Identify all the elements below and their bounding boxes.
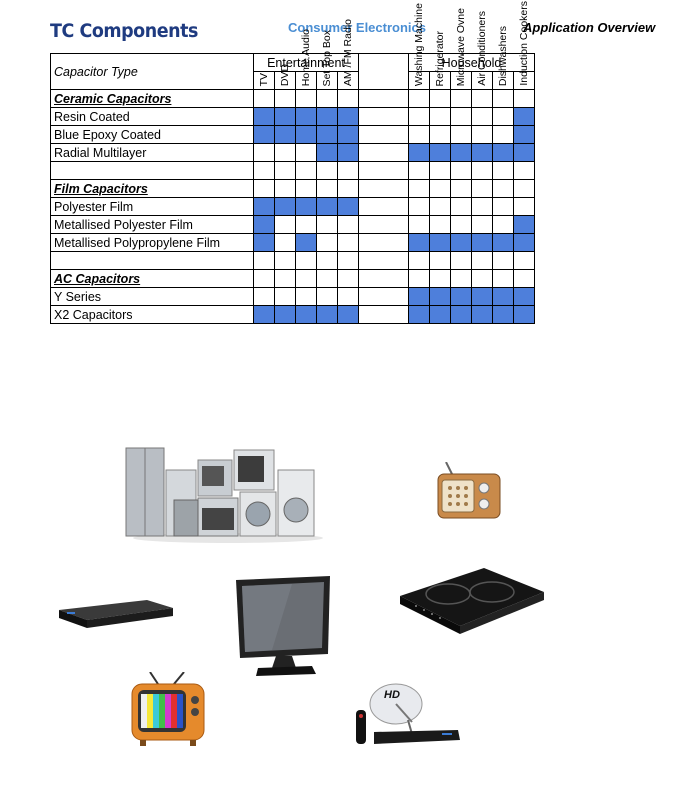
cell-empty: [451, 252, 472, 270]
cell-empty: [296, 162, 317, 180]
hd-badge: HD: [384, 689, 400, 701]
cell-applicable: [254, 306, 275, 324]
cell-empty: [514, 180, 535, 198]
cell-empty: [296, 216, 317, 234]
cell-applicable: [451, 306, 472, 324]
cell-applicable: [514, 288, 535, 306]
cell-empty: [451, 162, 472, 180]
cell-applicable: [254, 234, 275, 252]
cell-applicable: [296, 306, 317, 324]
set-top-box-image: [57, 598, 175, 630]
cell-empty: [317, 90, 338, 108]
cell-applicable: [472, 306, 493, 324]
cell-empty: [472, 216, 493, 234]
cell-empty: [493, 180, 514, 198]
cell-empty: [514, 252, 535, 270]
column-label: Air Conditioners: [476, 11, 488, 86]
cell-empty: [451, 180, 472, 198]
row-label: [51, 162, 254, 180]
cell-applicable: [317, 144, 338, 162]
cell-applicable: [409, 288, 430, 306]
group-label: Film Capacitors: [51, 180, 254, 198]
tv-image: [128, 672, 208, 748]
cell-empty: [254, 162, 275, 180]
cell-empty: [338, 162, 359, 180]
cell-empty: [296, 288, 317, 306]
monitor-image: [232, 574, 336, 678]
table-row: [51, 216, 535, 234]
cell-applicable: [275, 306, 296, 324]
cell-empty: [338, 234, 359, 252]
category-title: Consumer Electronics: [288, 20, 426, 35]
cell-empty: [254, 144, 275, 162]
table-row: [51, 162, 535, 180]
cell-empty: [338, 180, 359, 198]
cell-applicable: [493, 288, 514, 306]
cell-empty: [451, 198, 472, 216]
cell-empty: [296, 144, 317, 162]
cell-applicable: [451, 144, 472, 162]
cell-empty: [493, 252, 514, 270]
cell-empty: [254, 270, 275, 288]
row-label: Blue Epoxy Coated: [51, 126, 254, 144]
cell-applicable: [409, 234, 430, 252]
group-row: [51, 180, 535, 198]
cell-applicable: [514, 144, 535, 162]
cell-empty: [472, 90, 493, 108]
cell-empty: [472, 162, 493, 180]
cell-applicable: [254, 198, 275, 216]
column-label: Set Top Box: [321, 29, 333, 86]
cell-empty: [317, 162, 338, 180]
cell-empty: [514, 90, 535, 108]
cell-empty: [472, 270, 493, 288]
cell-applicable: [317, 306, 338, 324]
cell-empty: [275, 216, 296, 234]
cell-empty: [296, 180, 317, 198]
cell-empty: [317, 216, 338, 234]
cell-empty: [275, 234, 296, 252]
cell-applicable: [493, 234, 514, 252]
cell-applicable: [254, 216, 275, 234]
page-header: [0, 14, 673, 44]
cell-applicable: [430, 306, 451, 324]
cell-empty: [409, 252, 430, 270]
cell-applicable: [254, 126, 275, 144]
column-label: Microwave Ovne: [455, 7, 467, 86]
column-gap: [359, 108, 409, 126]
row-label: Y Series: [51, 288, 254, 306]
table-row: [51, 198, 535, 216]
cell-empty: [409, 126, 430, 144]
cell-applicable: [338, 126, 359, 144]
cell-empty: [430, 126, 451, 144]
cell-applicable: [472, 234, 493, 252]
cell-empty: [493, 90, 514, 108]
cell-applicable: [430, 234, 451, 252]
cell-empty: [338, 216, 359, 234]
cell-empty: [317, 180, 338, 198]
row-label: Resin Coated: [51, 108, 254, 126]
column-label: Dishwashers: [497, 25, 509, 86]
cell-applicable: [409, 144, 430, 162]
column-gap: [359, 162, 409, 180]
cell-empty: [451, 90, 472, 108]
cell-empty: [338, 252, 359, 270]
cell-empty: [275, 288, 296, 306]
cell-applicable: [275, 108, 296, 126]
house-col-header: [514, 1, 535, 90]
cell-empty: [317, 270, 338, 288]
column-gap: [359, 306, 409, 324]
cell-empty: [451, 126, 472, 144]
row-label: X2 Capacitors: [51, 306, 254, 324]
cell-empty: [275, 180, 296, 198]
column-label: DVD: [279, 63, 291, 86]
cell-empty: [451, 270, 472, 288]
cell-empty: [275, 252, 296, 270]
column-gap: [359, 180, 409, 198]
cell-applicable: [493, 144, 514, 162]
ent-col-header: [296, 28, 317, 90]
ent-col-header: [275, 63, 296, 90]
cell-applicable: [472, 288, 493, 306]
cell-applicable: [451, 234, 472, 252]
cell-applicable: [275, 198, 296, 216]
cell-empty: [493, 108, 514, 126]
house-col-header: [451, 7, 472, 90]
column-gap: [359, 270, 409, 288]
cell-empty: [472, 180, 493, 198]
cell-applicable: [514, 216, 535, 234]
cell-empty: [254, 90, 275, 108]
page-title: Application Overview: [523, 20, 656, 35]
cell-applicable: [275, 126, 296, 144]
cell-applicable: [338, 198, 359, 216]
table-row: [51, 126, 535, 144]
cell-empty: [338, 90, 359, 108]
cell-empty: [275, 144, 296, 162]
cell-applicable: [514, 108, 535, 126]
column-label: AM /FM Radio: [342, 18, 354, 86]
cell-empty: [409, 90, 430, 108]
satellite-receiver-image: [352, 682, 464, 748]
cell-applicable: [472, 144, 493, 162]
cell-applicable: [338, 306, 359, 324]
cell-empty: [430, 270, 451, 288]
cell-empty: [317, 252, 338, 270]
cell-empty: [430, 108, 451, 126]
cell-empty: [430, 198, 451, 216]
cell-empty: [430, 90, 451, 108]
cell-applicable: [317, 108, 338, 126]
column-gap: [359, 288, 409, 306]
cell-empty: [430, 252, 451, 270]
cell-applicable: [430, 288, 451, 306]
ent-col-header: [317, 29, 338, 90]
cell-empty: [493, 270, 514, 288]
cell-empty: [296, 252, 317, 270]
cell-empty: [275, 90, 296, 108]
cell-empty: [430, 162, 451, 180]
cell-applicable: [254, 108, 275, 126]
brand-logo: TC Components: [50, 20, 198, 42]
cell-empty: [409, 162, 430, 180]
household-header: Household: [409, 54, 535, 72]
cell-empty: [430, 180, 451, 198]
cell-empty: [409, 216, 430, 234]
column-gap: [359, 252, 409, 270]
table-row: [51, 288, 535, 306]
house-col-header: [430, 30, 451, 90]
cell-empty: [254, 180, 275, 198]
cell-applicable: [514, 126, 535, 144]
cell-empty: [409, 108, 430, 126]
cell-empty: [451, 108, 472, 126]
cell-empty: [254, 288, 275, 306]
cell-empty: [317, 234, 338, 252]
cell-applicable: [514, 234, 535, 252]
cell-empty: [409, 270, 430, 288]
row-label: Metallised Polypropylene Film: [51, 234, 254, 252]
cell-applicable: [317, 126, 338, 144]
cell-empty: [296, 90, 317, 108]
table-row: [51, 108, 535, 126]
cell-applicable: [493, 306, 514, 324]
column-gap: [359, 90, 409, 108]
column-gap: [359, 198, 409, 216]
cell-empty: [514, 198, 535, 216]
cell-empty: [472, 126, 493, 144]
house-col-header: [493, 25, 514, 90]
capacitor-type-header: Capacitor Type: [51, 54, 254, 90]
house-col-header: [409, 2, 430, 90]
house-col-header: [472, 11, 493, 90]
group-label: AC Capacitors: [51, 270, 254, 288]
cell-empty: [472, 108, 493, 126]
column-gap: [359, 126, 409, 144]
cell-empty: [409, 180, 430, 198]
cell-empty: [317, 288, 338, 306]
cell-empty: [472, 198, 493, 216]
table-row: [51, 144, 535, 162]
cell-empty: [338, 288, 359, 306]
cell-applicable: [296, 198, 317, 216]
entertainment-header: Entertainment: [254, 54, 359, 72]
ent-col-header: [254, 72, 275, 90]
row-label: Metallised Polyester Film: [51, 216, 254, 234]
cell-empty: [493, 198, 514, 216]
column-label: TV: [258, 72, 270, 86]
group-row: [51, 270, 535, 288]
group-row: [51, 90, 535, 108]
cell-applicable: [451, 288, 472, 306]
cell-applicable: [317, 198, 338, 216]
appliances-image: [118, 440, 328, 545]
cell-empty: [451, 216, 472, 234]
column-label: Washing Machine: [413, 2, 425, 86]
table-row: [51, 234, 535, 252]
radio-image: [434, 462, 504, 522]
row-label: Polyester Film: [51, 198, 254, 216]
column-label: Refrigerator: [434, 30, 446, 86]
cell-empty: [409, 198, 430, 216]
cell-empty: [338, 270, 359, 288]
cell-applicable: [296, 126, 317, 144]
cell-applicable: [430, 144, 451, 162]
cell-empty: [254, 252, 275, 270]
cell-empty: [514, 162, 535, 180]
table-row: [51, 252, 535, 270]
cell-applicable: [296, 108, 317, 126]
ent-col-header: [338, 18, 359, 90]
cell-applicable: [514, 306, 535, 324]
cell-empty: [430, 216, 451, 234]
cell-applicable: [338, 108, 359, 126]
cell-empty: [296, 270, 317, 288]
cell-applicable: [338, 144, 359, 162]
column-gap: [359, 234, 409, 252]
cell-empty: [493, 216, 514, 234]
group-label: Ceramic Capacitors: [51, 90, 254, 108]
induction-cooker-image: [396, 566, 546, 638]
cell-applicable: [296, 234, 317, 252]
cell-applicable: [409, 306, 430, 324]
cell-empty: [514, 270, 535, 288]
column-label: Home Audio: [300, 28, 312, 86]
cell-empty: [493, 126, 514, 144]
cell-empty: [275, 270, 296, 288]
column-gap: [359, 54, 409, 90]
column-gap: [359, 216, 409, 234]
row-label: [51, 252, 254, 270]
column-gap: [359, 144, 409, 162]
column-label: Induction Cookers: [518, 1, 530, 86]
cell-empty: [493, 162, 514, 180]
table-row: [51, 306, 535, 324]
cell-empty: [275, 162, 296, 180]
row-label: Radial Multilayer: [51, 144, 254, 162]
cell-empty: [472, 252, 493, 270]
